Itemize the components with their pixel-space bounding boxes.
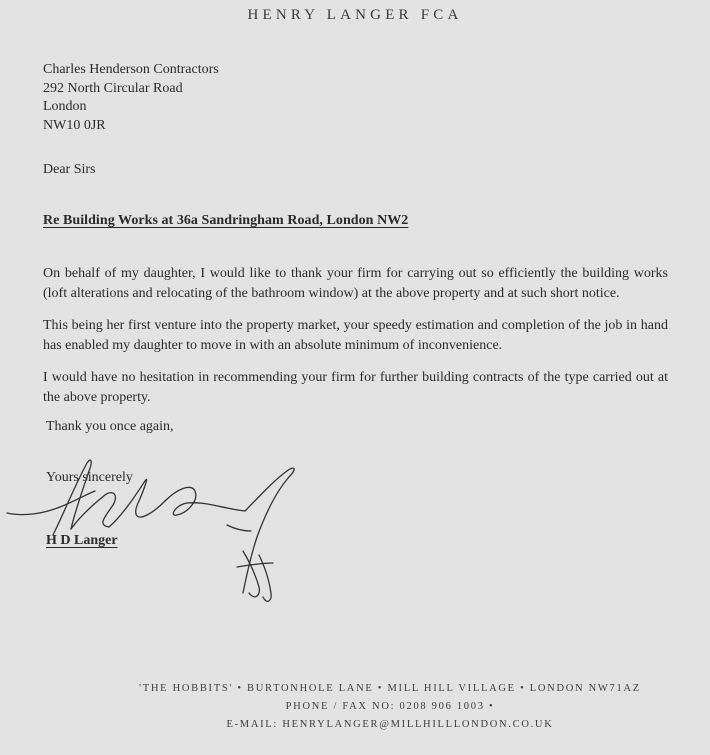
letterhead: HENRY LANGER FCA xyxy=(247,7,463,23)
recipient-address xyxy=(43,61,219,135)
recipient-postcode: NW10 0JR xyxy=(43,117,106,133)
recipient-street: 292 North Circular Road xyxy=(43,80,183,96)
recipient-name: Charles Henderson Contractors xyxy=(43,62,219,77)
footer-address: 'THE HOBBITS' • BURTONHOLE LANE • MILL HILL VILLAGE • LONDON NW71AZ xyxy=(139,683,641,694)
valediction: Yours sincerely xyxy=(46,470,133,485)
body-paragraph-2: This being her first venture into the property market, your speedy estimation and completion of the job in hand has enabled my daughter to move in with an absolute minimum of inconvenience. xyxy=(43,318,668,353)
body-paragraph-3: I would have no hesitation in recommending your firm for further building contracts of the type carried out at the above property. xyxy=(43,370,668,405)
footer-phone: PHONE / FAX NO: 0208 906 1003 • xyxy=(285,701,495,712)
footer-email[interactable]: E-MAIL: HENRYLANGER@MILLHILLLONDON.CO.UK xyxy=(226,719,554,730)
body-paragraph-1: On behalf of my daughter, I would like to thank your firm for carrying out so efficiently the building works (loft alterations and relocating of the bathroom window) at the above property and at such short notice. xyxy=(43,266,668,301)
closing-line: Thank you once again, xyxy=(46,419,174,434)
subject-line: Re Building Works at 36a Sandringham Road, London NW2 xyxy=(43,213,409,228)
signer-name: H D Langer xyxy=(46,533,118,548)
recipient-city: London xyxy=(43,99,87,114)
salutation: Dear Sirs xyxy=(43,162,96,177)
